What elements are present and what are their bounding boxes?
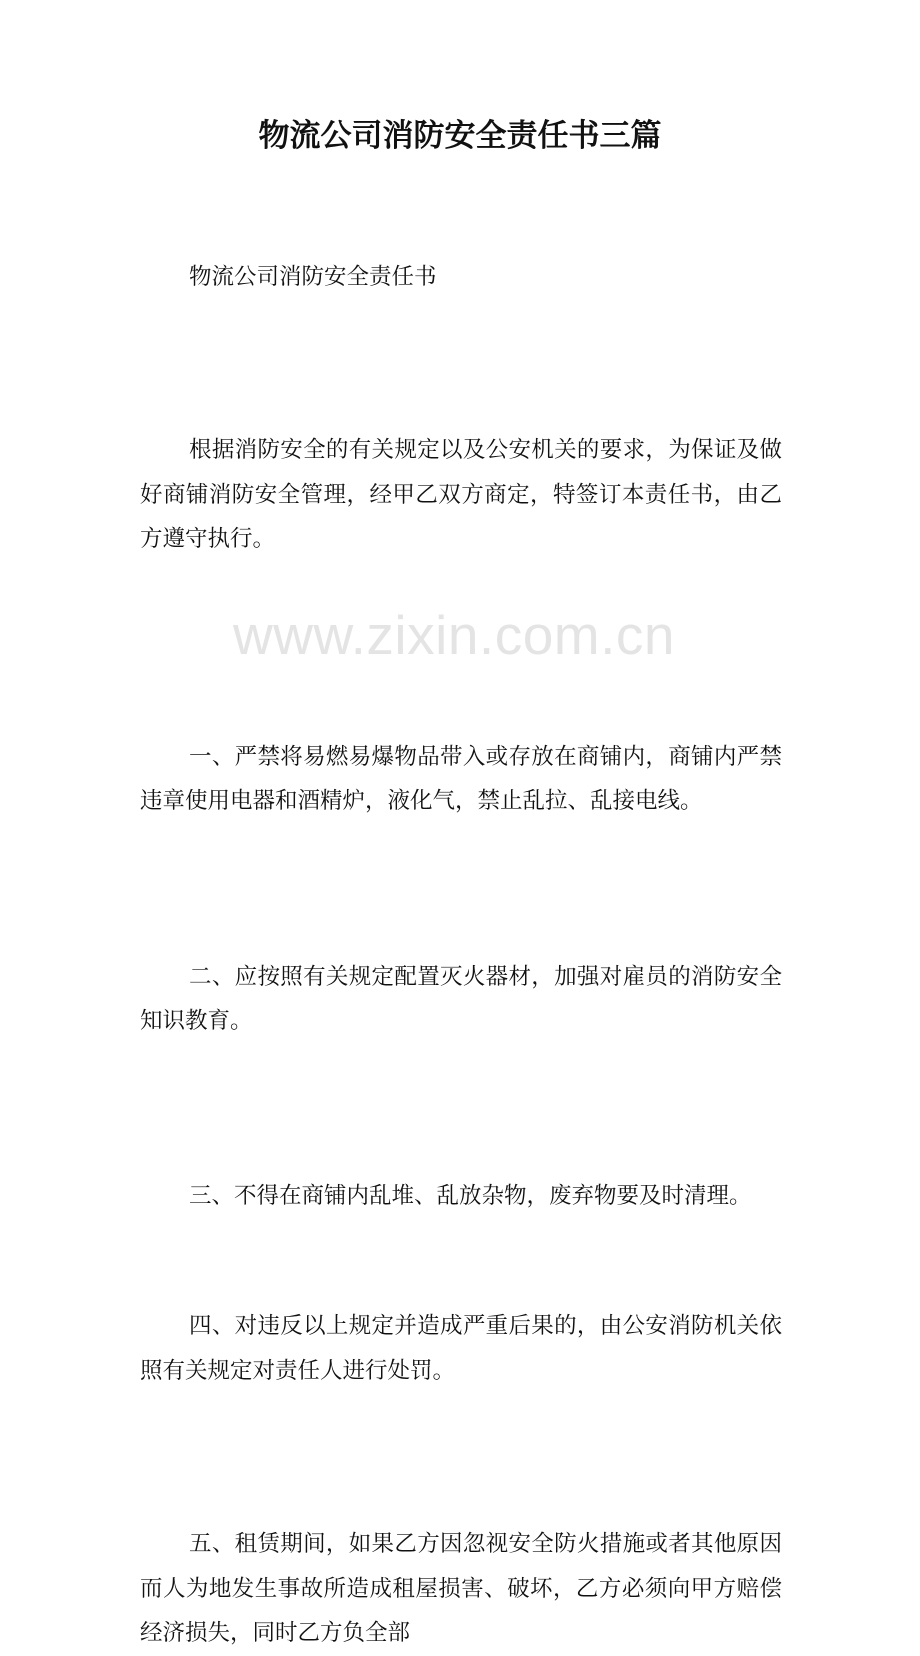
paragraph-clause-5: 五、租赁期间，如果乙方因忽视安全防火措施或者其他原因而人为地发生事故所造成租屋损害、破坏，乙方必须向甲方赔偿经济损失，同时乙方负全部 [140, 1531, 782, 1646]
page-title: 物流公司消防安全责任书三篇 [258, 118, 662, 154]
paragraph-clause-3: 三、不得在商铺内乱堆、乱放杂物，废弃物要及时清理。 [189, 1182, 752, 1209]
watermark: www.zixin.com.cn [233, 604, 675, 666]
paragraph-clause-2: 二、应按照有关规定配置灭火器材，加强对雇员的消防安全知识教育。 [140, 963, 782, 1034]
paragraph-clause-4: 四、对违反以上规定并造成严重后果的，由公安消防机关依照有关规定对责任人进行处罚。 [140, 1313, 782, 1384]
paragraph-intro: 根据消防安全的有关规定以及公安机关的要求，为保证及做好商铺消防安全管理，经甲乙双方商定，特签订本责任书，由乙方遵守执行。 [140, 437, 782, 552]
document-subtitle: 物流公司消防安全责任书 [189, 264, 437, 290]
paragraph-clause-1: 一、严禁将易燃易爆物品带入或存放在商铺内，商铺内严禁违章使用电器和酒精炉，液化气，禁止乱拉、乱接电线。 [140, 743, 782, 814]
